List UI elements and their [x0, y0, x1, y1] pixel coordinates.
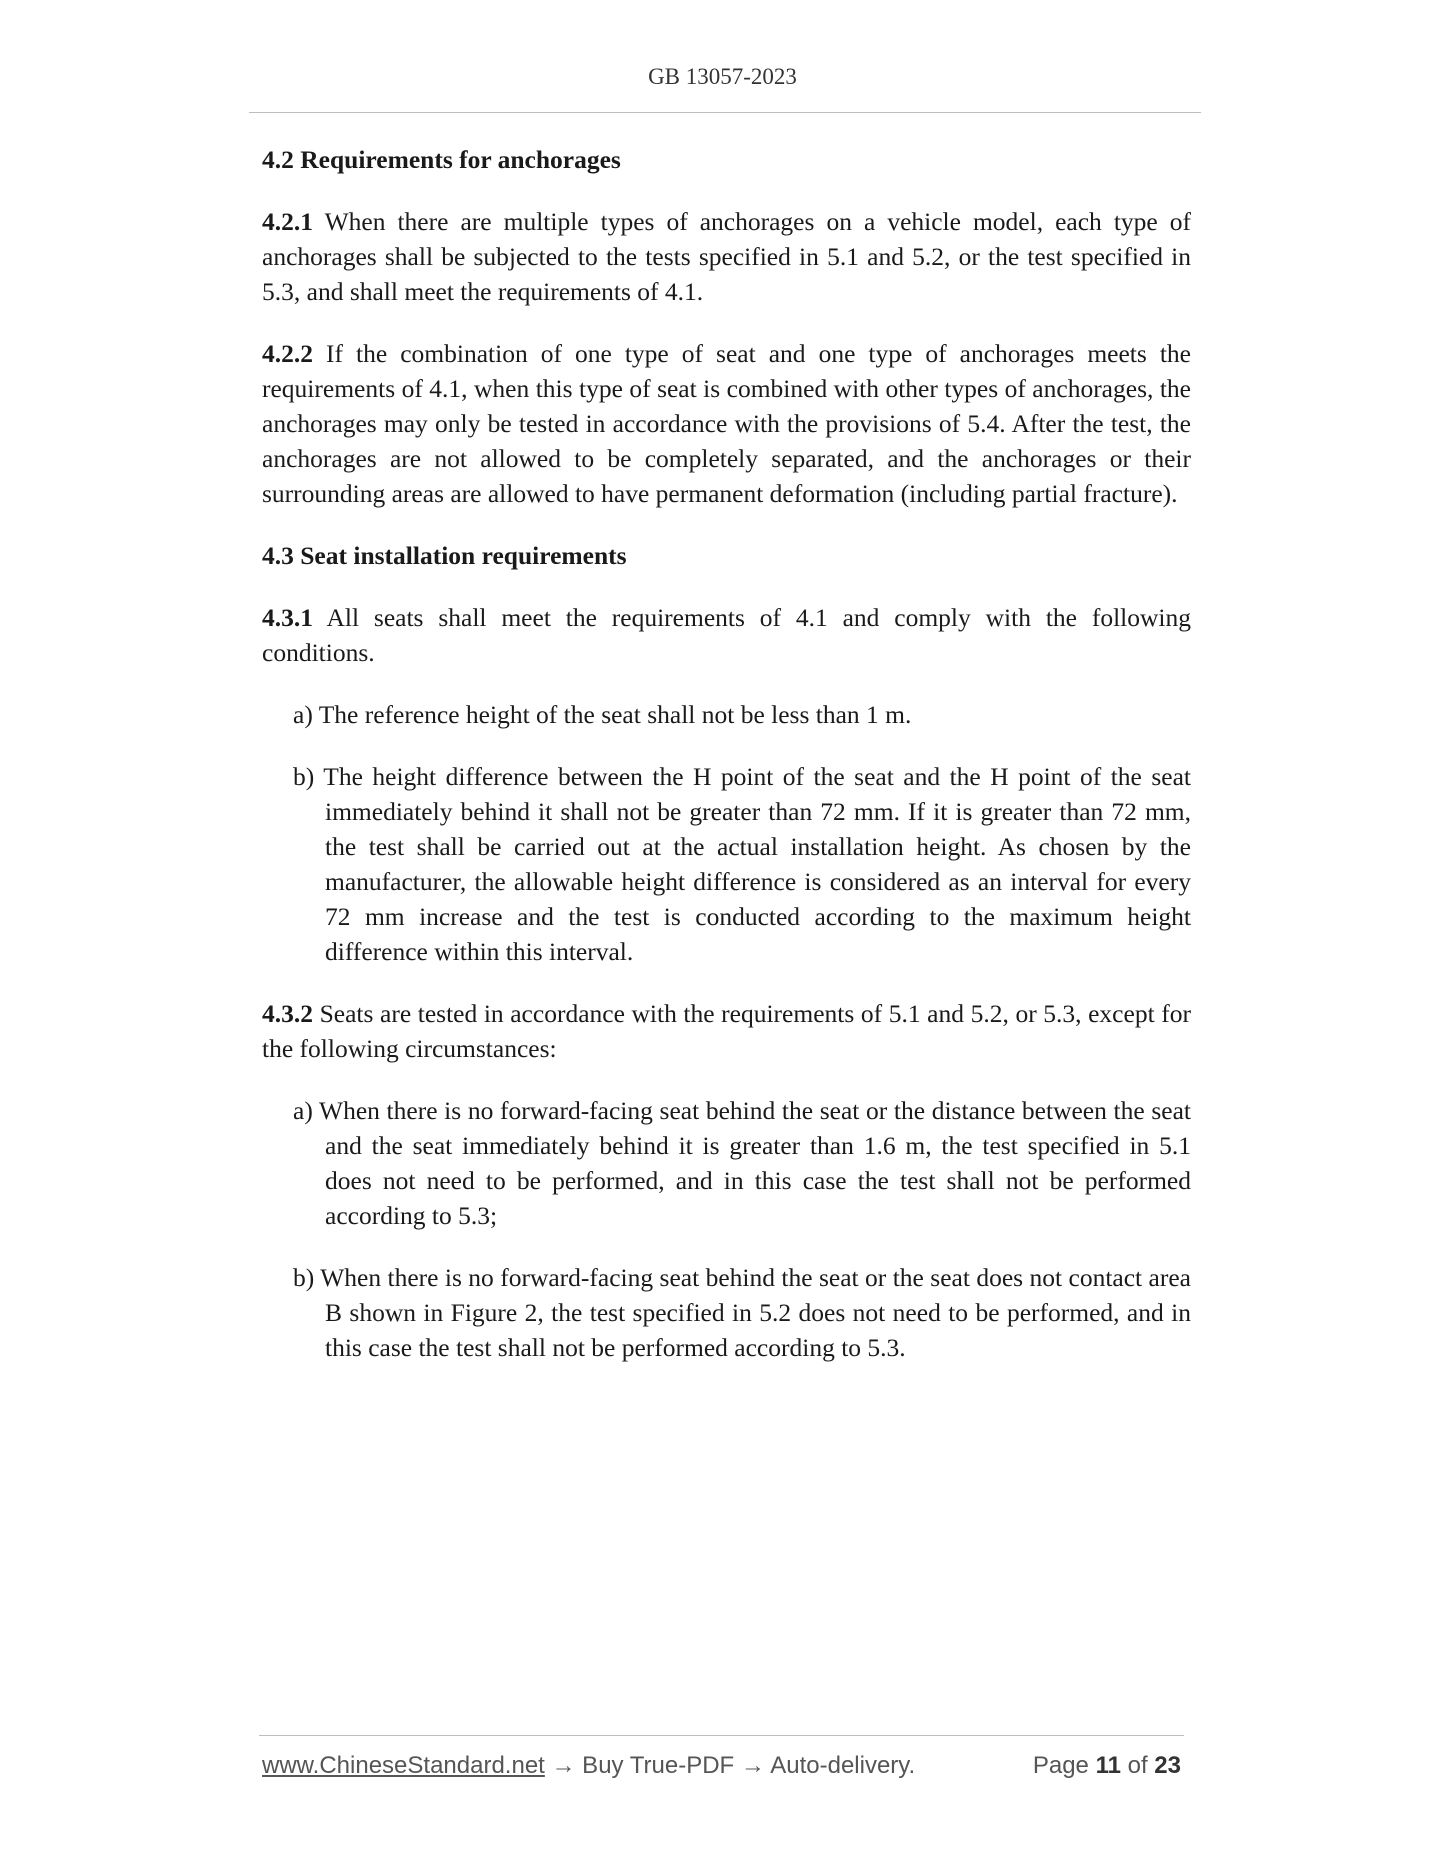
clause-text: Seats are tested in accordance with the requirements of 5.1 and 5.2, or 5.3, except for the following circumstances: — [262, 999, 1191, 1063]
page-label: Page — [1032, 1752, 1096, 1779]
header-divider — [249, 112, 1201, 113]
clause-4-3-2 — [262, 996, 1191, 1066]
list-item: b) The height difference between the H point of the seat and the H point of the seat immediately behind it shall not be greater than 72 mm. If it is greater than 72 mm, the test shall be carried out at the actual installation height. As chosen by the manufacturer, the allowable height difference is considered as an interval for every 72 mm increase and the test is conducted according to the maximum height difference within this interval. — [293, 762, 1191, 966]
clause-4-2-2 — [262, 336, 1191, 511]
page-of-label: of — [1120, 1752, 1155, 1779]
document-code-header: GB 13057-2023 — [648, 64, 797, 89]
page-total: 23 — [1154, 1752, 1181, 1779]
clause-number: 4.2.1 — [262, 207, 313, 236]
clause-number: 4.3.1 — [262, 603, 313, 632]
footer-divider — [259, 1735, 1184, 1736]
page-number: 11 — [1095, 1752, 1121, 1779]
footer-promo — [262, 1752, 915, 1780]
clause-text: When there are multiple types of anchorages on a vehicle model, each type of anchorages shall be subjected to the tests specified in 5.1 and 5.2, or the test specified in 5.3, and shall meet the requirements of 4.1. — [262, 207, 1191, 306]
document-body — [262, 142, 1191, 1392]
list-item: b) When there is no forward-facing seat behind the seat or the seat does not contact area B shown in Figure 2, the test specified in 5.2 does not need to be performed, and in this case the test shall not be performed according to 5.3. — [293, 1263, 1191, 1362]
section-heading-4-3: 4.3 Seat installation requirements — [262, 541, 627, 570]
clause-text: All seats shall meet the requirements of 4.1 and comply with the following conditions. — [262, 603, 1191, 667]
page-indicator — [1033, 1752, 1181, 1780]
clause-number: 4.3.2 — [262, 999, 313, 1028]
list-item: a) When there is no forward-facing seat behind the seat or the distance between the seat and the seat immediately behind it is greater than 1.6 m, the test specified in 5.1 does not need to be performed, and in this case the test shall not be performed according to 5.3; — [293, 1096, 1191, 1230]
clause-number: 4.2.2 — [262, 339, 313, 368]
clause-4-3-1 — [262, 600, 1191, 670]
list-item: a) The reference height of the seat shall not be less than 1 m. — [293, 700, 912, 729]
clause-text: If the combination of one type of seat and one type of anchorages meets the requirements of 4.1, when this type of seat is combined with other types of anchorages, the anchorages may only be tested in accordance with the provisions of 5.4. After the test, the anchorages are not allowed to be completely separated, and the anchorages or their surrounding areas are allowed to have permanent deformation (including partial fracture). — [262, 339, 1191, 508]
clause-4-2-1 — [262, 204, 1191, 309]
website-link[interactable]: www.ChineseStandard.net — [262, 1752, 545, 1779]
footer-tagline: → Buy True-PDF → Auto-delivery. — [544, 1752, 916, 1779]
section-heading-4-2: 4.2 Requirements for anchorages — [262, 145, 621, 174]
